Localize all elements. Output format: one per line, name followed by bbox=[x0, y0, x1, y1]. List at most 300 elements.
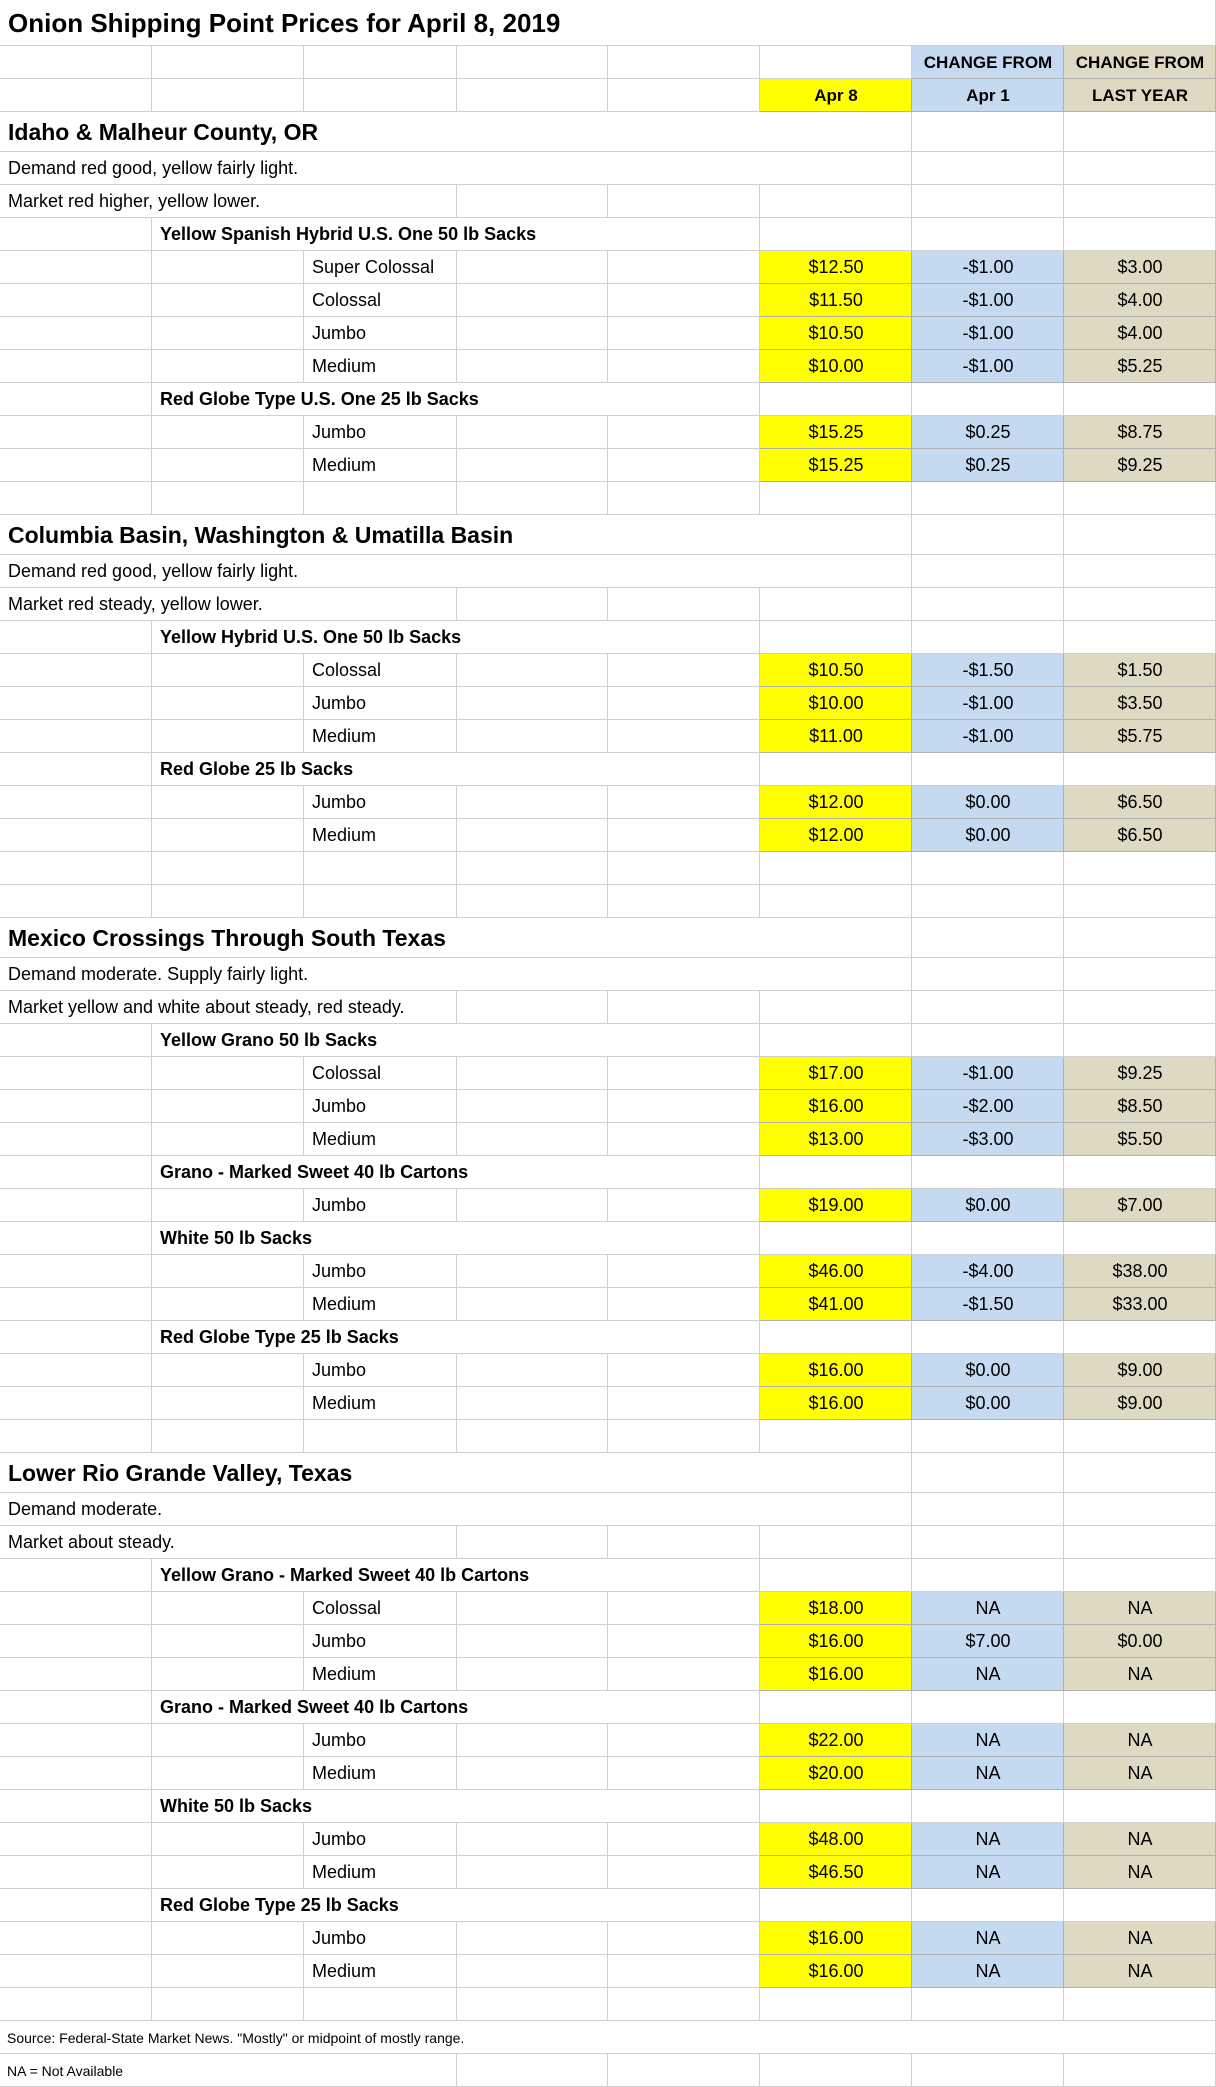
grid-cell bbox=[152, 1420, 304, 1453]
grid-cell bbox=[457, 1189, 608, 1222]
grid-cell bbox=[608, 991, 760, 1024]
grid-cell bbox=[0, 1988, 152, 2021]
grid-cell bbox=[0, 1420, 152, 1453]
market-note: Demand moderate. Supply fairly light. bbox=[8, 964, 309, 984]
price-current: $16.00 bbox=[808, 1360, 864, 1380]
grid-cell bbox=[608, 350, 760, 383]
grid-cell bbox=[457, 449, 608, 482]
product-header bbox=[0, 1222, 1216, 1255]
market-note: Demand red good, yellow fairly light. bbox=[8, 158, 299, 178]
region-title: Columbia Basin, Washington & Umatilla Basin bbox=[8, 521, 514, 548]
grid-cell bbox=[304, 852, 457, 885]
grid-cell bbox=[0, 1790, 152, 1823]
price-change-year: $1.50 bbox=[1117, 660, 1163, 680]
price-row bbox=[0, 1592, 1216, 1625]
grid-cell bbox=[0, 1889, 152, 1922]
grid-cell bbox=[0, 1625, 152, 1658]
size-label: Jumbo bbox=[312, 1096, 367, 1116]
region-title: Mexico Crossings Through South Texas bbox=[8, 924, 446, 951]
grid-cell bbox=[152, 1354, 304, 1387]
grid-cell bbox=[0, 284, 152, 317]
product-header bbox=[0, 1889, 1216, 1922]
grid-cell bbox=[0, 1123, 152, 1156]
region-header bbox=[0, 1453, 1216, 1493]
grid-cell bbox=[912, 482, 1064, 515]
size-label: Medium bbox=[312, 825, 377, 845]
grid-cell bbox=[152, 720, 304, 753]
grid-cell bbox=[0, 482, 152, 515]
price-current: $16.00 bbox=[808, 1631, 864, 1651]
page-title: Onion Shipping Point Prices for April 8, 2019 bbox=[8, 7, 561, 38]
grid-cell bbox=[457, 1387, 608, 1420]
size-label: Medium bbox=[312, 356, 377, 376]
product-name: Red Globe Type 25 lb Sacks bbox=[160, 1327, 399, 1347]
region-header bbox=[0, 515, 1216, 555]
grid-cell bbox=[1064, 1321, 1216, 1354]
product-header bbox=[0, 753, 1216, 786]
footer-na-row bbox=[0, 2054, 1216, 2087]
price-current: $16.00 bbox=[808, 1096, 864, 1116]
price-row bbox=[0, 654, 1216, 687]
grid-cell bbox=[152, 1625, 304, 1658]
product-header bbox=[0, 1321, 1216, 1354]
size-label: Super Colossal bbox=[312, 257, 435, 277]
grid-cell bbox=[1064, 753, 1216, 786]
grid-cell bbox=[608, 1724, 760, 1757]
region-note bbox=[0, 152, 1216, 185]
grid-cell bbox=[0, 1024, 152, 1057]
price-change-week: -$1.50 bbox=[962, 660, 1014, 680]
grid-cell bbox=[152, 251, 304, 284]
price-change-year: $5.75 bbox=[1117, 726, 1163, 746]
grid-cell bbox=[608, 317, 760, 350]
grid-cell bbox=[1064, 1024, 1216, 1057]
grid-cell bbox=[152, 1090, 304, 1123]
grid-cell bbox=[457, 350, 608, 383]
grid-cell bbox=[0, 1387, 152, 1420]
size-label: Medium bbox=[312, 1294, 377, 1314]
price-row bbox=[0, 449, 1216, 482]
region-note bbox=[0, 1526, 1216, 1559]
grid-cell bbox=[1064, 958, 1216, 991]
product-name: White 50 lb Sacks bbox=[160, 1796, 313, 1816]
price-change-week: -$1.00 bbox=[962, 257, 1014, 277]
grid-cell bbox=[0, 1255, 152, 1288]
price-current: $10.00 bbox=[808, 356, 864, 376]
grid-cell bbox=[457, 1658, 608, 1691]
grid-cell bbox=[1064, 555, 1216, 588]
grid-cell bbox=[912, 218, 1064, 251]
header-row-bottom bbox=[0, 79, 1216, 112]
grid-cell bbox=[0, 383, 152, 416]
grid-cell bbox=[1064, 1889, 1216, 1922]
grid-cell bbox=[1064, 112, 1216, 152]
grid-cell bbox=[152, 885, 304, 918]
grid-cell bbox=[0, 1321, 152, 1354]
price-change-week: $0.00 bbox=[965, 825, 1011, 845]
grid-cell bbox=[152, 1988, 304, 2021]
grid-cell bbox=[0, 218, 152, 251]
grid-cell bbox=[457, 46, 608, 79]
price-change-week: NA bbox=[975, 1862, 1001, 1882]
grid-cell bbox=[760, 588, 912, 621]
price-change-week: NA bbox=[975, 1961, 1001, 1981]
grid-cell bbox=[760, 1156, 912, 1189]
grid-cell bbox=[1064, 1453, 1216, 1493]
price-current: $46.50 bbox=[808, 1862, 864, 1882]
price-change-year: $8.50 bbox=[1117, 1096, 1163, 1116]
price-row bbox=[0, 1625, 1216, 1658]
product-name: Yellow Hybrid U.S. One 50 lb Sacks bbox=[160, 627, 462, 647]
price-change-year: $5.50 bbox=[1117, 1129, 1163, 1149]
price-row bbox=[0, 1090, 1216, 1123]
price-current: $16.00 bbox=[808, 1664, 864, 1684]
market-note: Market about steady. bbox=[8, 1532, 175, 1552]
grid-cell bbox=[912, 1691, 1064, 1724]
grid-cell bbox=[912, 958, 1064, 991]
region-header bbox=[0, 112, 1216, 152]
price-change-year: NA bbox=[1127, 1961, 1153, 1981]
market-note: Market red steady, yellow lower. bbox=[8, 594, 263, 614]
grid-cell bbox=[1064, 2054, 1216, 2087]
grid-cell bbox=[152, 284, 304, 317]
product-header bbox=[0, 1790, 1216, 1823]
grid-cell bbox=[0, 753, 152, 786]
grid-cell bbox=[608, 1856, 760, 1889]
grid-cell bbox=[608, 1625, 760, 1658]
grid-cell bbox=[457, 185, 608, 218]
price-change-week: $0.25 bbox=[965, 455, 1011, 475]
price-change-year: NA bbox=[1127, 1664, 1153, 1684]
grid-cell bbox=[0, 1559, 152, 1592]
grid-cell bbox=[457, 687, 608, 720]
region-title: Idaho & Malheur County, OR bbox=[8, 118, 319, 145]
price-current: $11.50 bbox=[809, 290, 863, 310]
grid-cell bbox=[760, 991, 912, 1024]
grid-cell bbox=[912, 1790, 1064, 1823]
grid-cell bbox=[608, 185, 760, 218]
grid-cell bbox=[457, 1090, 608, 1123]
price-change-week: -$4.00 bbox=[962, 1261, 1014, 1281]
grid-cell bbox=[1064, 918, 1216, 958]
grid-cell bbox=[608, 786, 760, 819]
grid-cell bbox=[457, 720, 608, 753]
grid-cell bbox=[0, 621, 152, 654]
grid-cell bbox=[1064, 1420, 1216, 1453]
grid-cell bbox=[152, 1658, 304, 1691]
grid-cell bbox=[912, 112, 1064, 152]
grid-cell bbox=[608, 1757, 760, 1790]
price-row bbox=[0, 350, 1216, 383]
grid-cell bbox=[608, 1387, 760, 1420]
grid-cell bbox=[1064, 185, 1216, 218]
grid-cell bbox=[457, 991, 608, 1024]
blank-row bbox=[0, 482, 1216, 515]
grid-cell bbox=[457, 251, 608, 284]
grid-cell bbox=[608, 1189, 760, 1222]
grid-cell bbox=[1064, 152, 1216, 185]
market-note: Demand red good, yellow fairly light. bbox=[8, 561, 299, 581]
product-name: Yellow Grano - Marked Sweet 40 lb Cartons bbox=[160, 1565, 530, 1585]
grid-cell bbox=[304, 885, 457, 918]
price-change-year: $8.75 bbox=[1117, 422, 1163, 442]
price-row bbox=[0, 1724, 1216, 1757]
region-note bbox=[0, 588, 1216, 621]
grid-cell bbox=[457, 1123, 608, 1156]
grid-cell bbox=[760, 1790, 912, 1823]
grid-cell bbox=[608, 687, 760, 720]
size-label: Medium bbox=[312, 1664, 377, 1684]
grid-cell bbox=[0, 786, 152, 819]
size-label: Jumbo bbox=[312, 1631, 367, 1651]
price-current: $19.00 bbox=[808, 1195, 864, 1215]
grid-cell bbox=[0, 1592, 152, 1625]
size-label: Medium bbox=[312, 726, 377, 746]
grid-cell bbox=[152, 416, 304, 449]
size-label: Jumbo bbox=[312, 1730, 367, 1750]
price-change-year: $0.00 bbox=[1117, 1631, 1163, 1651]
grid-cell bbox=[608, 79, 760, 112]
price-current: $16.00 bbox=[808, 1961, 864, 1981]
grid-cell bbox=[0, 1156, 152, 1189]
price-change-week: NA bbox=[975, 1763, 1001, 1783]
grid-cell bbox=[0, 1288, 152, 1321]
grid-cell bbox=[1064, 1156, 1216, 1189]
grid-cell bbox=[152, 819, 304, 852]
grid-cell bbox=[608, 1658, 760, 1691]
grid-cell bbox=[608, 1288, 760, 1321]
size-label: Jumbo bbox=[312, 422, 367, 442]
grid-cell bbox=[608, 1354, 760, 1387]
grid-cell bbox=[912, 1222, 1064, 1255]
grid-cell bbox=[1064, 482, 1216, 515]
grid-cell bbox=[608, 482, 760, 515]
grid-cell bbox=[152, 79, 304, 112]
grid-cell bbox=[912, 621, 1064, 654]
grid-cell bbox=[304, 482, 457, 515]
grid-cell bbox=[608, 720, 760, 753]
grid-cell bbox=[457, 1823, 608, 1856]
grid-cell bbox=[760, 1024, 912, 1057]
grid-cell bbox=[304, 79, 457, 112]
grid-cell bbox=[760, 1420, 912, 1453]
footer-source: Source: Federal-State Market News. "Mostly" or midpoint of mostly range. bbox=[7, 2029, 465, 2046]
grid-cell bbox=[0, 1090, 152, 1123]
product-header bbox=[0, 218, 1216, 251]
grid-cell bbox=[0, 416, 152, 449]
price-change-week: -$1.00 bbox=[962, 1063, 1014, 1083]
grid-cell bbox=[912, 991, 1064, 1024]
grid-cell bbox=[0, 1856, 152, 1889]
grid-cell bbox=[0, 1823, 152, 1856]
grid-cell bbox=[152, 1856, 304, 1889]
grid-cell bbox=[608, 251, 760, 284]
grid-cell bbox=[912, 918, 1064, 958]
footer-source-row bbox=[0, 2021, 1216, 2054]
grid-cell bbox=[1064, 852, 1216, 885]
grid-cell bbox=[152, 1592, 304, 1625]
grid-cell bbox=[912, 2054, 1064, 2087]
price-change-year: $3.00 bbox=[1117, 257, 1163, 277]
grid-cell bbox=[457, 1592, 608, 1625]
grid-cell bbox=[1064, 1526, 1216, 1559]
grid-cell bbox=[608, 1955, 760, 1988]
grid-cell bbox=[608, 1922, 760, 1955]
grid-cell bbox=[912, 753, 1064, 786]
price-current: $20.00 bbox=[808, 1763, 864, 1783]
grid-cell bbox=[457, 317, 608, 350]
grid-cell bbox=[152, 687, 304, 720]
grid-cell bbox=[457, 588, 608, 621]
grid-cell bbox=[608, 885, 760, 918]
header-change-top: CHANGE FROM bbox=[923, 52, 1053, 72]
grid-cell bbox=[152, 786, 304, 819]
grid-cell bbox=[0, 1757, 152, 1790]
grid-cell bbox=[457, 819, 608, 852]
grid-cell bbox=[0, 687, 152, 720]
grid-cell bbox=[912, 383, 1064, 416]
grid-cell bbox=[608, 588, 760, 621]
grid-cell bbox=[304, 1988, 457, 2021]
grid-cell bbox=[457, 852, 608, 885]
grid-cell bbox=[457, 654, 608, 687]
blank-row bbox=[0, 885, 1216, 918]
price-current: $12.00 bbox=[808, 792, 864, 812]
grid-cell bbox=[1064, 1493, 1216, 1526]
grid-cell bbox=[457, 284, 608, 317]
price-row bbox=[0, 317, 1216, 350]
size-label: Colossal bbox=[312, 1598, 382, 1618]
region-note bbox=[0, 991, 1216, 1024]
product-name: Yellow Grano 50 lb Sacks bbox=[160, 1030, 378, 1050]
product-name: Yellow Spanish Hybrid U.S. One 50 lb Sacks bbox=[160, 224, 537, 244]
grid-cell bbox=[152, 852, 304, 885]
grid-cell bbox=[1064, 1691, 1216, 1724]
price-change-year: $9.25 bbox=[1117, 455, 1163, 475]
price-row bbox=[0, 1189, 1216, 1222]
grid-cell bbox=[0, 1724, 152, 1757]
grid-cell bbox=[0, 1922, 152, 1955]
grid-cell bbox=[0, 1691, 152, 1724]
grid-cell bbox=[0, 79, 152, 112]
grid-cell bbox=[0, 350, 152, 383]
grid-cell bbox=[608, 1592, 760, 1625]
price-row bbox=[0, 1057, 1216, 1090]
grid-cell bbox=[152, 1757, 304, 1790]
grid-cell bbox=[457, 1526, 608, 1559]
price-current: $18.00 bbox=[808, 1598, 864, 1618]
price-current: $11.00 bbox=[809, 726, 863, 746]
price-change-week: $7.00 bbox=[965, 1631, 1011, 1651]
grid-cell bbox=[0, 1955, 152, 1988]
grid-cell bbox=[0, 819, 152, 852]
grid-cell bbox=[0, 46, 152, 79]
size-label: Jumbo bbox=[312, 792, 367, 812]
grid-cell bbox=[912, 1321, 1064, 1354]
price-change-year: $7.00 bbox=[1117, 1195, 1163, 1215]
region-note bbox=[0, 555, 1216, 588]
price-change-year: $9.00 bbox=[1117, 1393, 1163, 1413]
grid-cell bbox=[0, 885, 152, 918]
grid-cell bbox=[457, 1354, 608, 1387]
product-name: Red Globe 25 lb Sacks bbox=[160, 759, 354, 779]
grid-cell bbox=[304, 46, 457, 79]
grid-cell bbox=[608, 2054, 760, 2087]
grid-cell bbox=[608, 1526, 760, 1559]
price-change-year: $38.00 bbox=[1112, 1261, 1168, 1281]
grid-cell bbox=[457, 1724, 608, 1757]
size-label: Jumbo bbox=[312, 1261, 367, 1281]
price-change-year: NA bbox=[1127, 1862, 1153, 1882]
price-change-year: $4.00 bbox=[1117, 290, 1163, 310]
price-current: $10.00 bbox=[808, 693, 864, 713]
region-note bbox=[0, 958, 1216, 991]
grid-cell bbox=[608, 416, 760, 449]
price-row bbox=[0, 1658, 1216, 1691]
price-row bbox=[0, 1288, 1216, 1321]
header-year-top: CHANGE FROM bbox=[1075, 52, 1205, 72]
grid-cell bbox=[760, 1526, 912, 1559]
price-current: $22.00 bbox=[808, 1730, 864, 1750]
product-name: Red Globe Type U.S. One 25 lb Sacks bbox=[160, 389, 479, 409]
price-current: $15.25 bbox=[808, 422, 864, 442]
price-change-year: $33.00 bbox=[1112, 1294, 1168, 1314]
price-current: $16.00 bbox=[808, 1928, 864, 1948]
price-row bbox=[0, 1757, 1216, 1790]
grid-cell bbox=[608, 1823, 760, 1856]
price-change-week: $0.00 bbox=[965, 792, 1011, 812]
grid-cell bbox=[912, 152, 1064, 185]
price-change-week: $0.25 bbox=[965, 422, 1011, 442]
price-change-week: -$1.00 bbox=[962, 726, 1014, 746]
price-row bbox=[0, 1955, 1216, 1988]
price-row bbox=[0, 720, 1216, 753]
price-row bbox=[0, 786, 1216, 819]
title-row bbox=[0, 0, 1216, 46]
market-note: Market yellow and white about steady, red steady. bbox=[8, 997, 405, 1017]
price-row bbox=[0, 416, 1216, 449]
grid-cell bbox=[152, 1955, 304, 1988]
grid-cell bbox=[760, 482, 912, 515]
grid-cell bbox=[912, 588, 1064, 621]
grid-cell bbox=[1064, 515, 1216, 555]
grid-cell bbox=[1064, 1222, 1216, 1255]
price-change-week: $0.00 bbox=[965, 1195, 1011, 1215]
grid-cell bbox=[608, 1057, 760, 1090]
grid-cell bbox=[760, 1321, 912, 1354]
grid-cell bbox=[608, 449, 760, 482]
product-header bbox=[0, 1559, 1216, 1592]
grid-cell bbox=[152, 1724, 304, 1757]
blank-row bbox=[0, 1420, 1216, 1453]
grid-cell bbox=[0, 852, 152, 885]
price-change-year: $6.50 bbox=[1117, 792, 1163, 812]
product-header bbox=[0, 1024, 1216, 1057]
grid-cell bbox=[760, 1559, 912, 1592]
price-change-year: NA bbox=[1127, 1928, 1153, 1948]
product-header bbox=[0, 621, 1216, 654]
grid-cell bbox=[1064, 218, 1216, 251]
grid-cell bbox=[0, 1222, 152, 1255]
price-row bbox=[0, 1255, 1216, 1288]
grid-cell bbox=[608, 654, 760, 687]
grid-cell bbox=[912, 1526, 1064, 1559]
grid-cell bbox=[152, 46, 304, 79]
size-label: Medium bbox=[312, 1763, 377, 1783]
grid-cell bbox=[152, 1255, 304, 1288]
grid-cell bbox=[912, 1420, 1064, 1453]
price-change-week: NA bbox=[975, 1829, 1001, 1849]
